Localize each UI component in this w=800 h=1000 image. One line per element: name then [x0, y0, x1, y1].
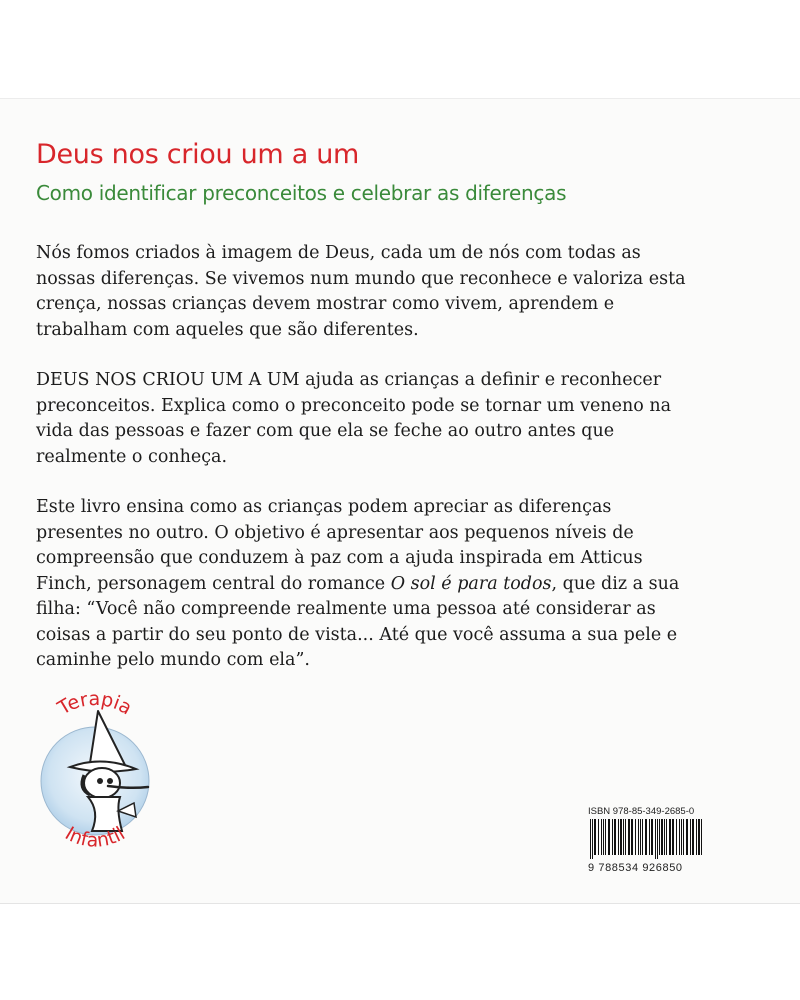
blurb-paragraph-3 [36, 495, 700, 674]
blurb-paragraph-1: Nós fomos criados à imagem de Deus, cada um de nós com todas as nossas diferenças. Se vivemos num mundo que reconhece e valoriza esta crença, nossas crianças devem mostrar como vivem, aprendem e trabalham com aqueles que são diferentes. [36, 243, 686, 340]
isbn-block [588, 806, 708, 874]
book-subtitle: Como identificar preconceitos e celebrar as diferenças [36, 181, 567, 205]
isbn-label: ISBN 978-85-349-2685-0 [588, 806, 695, 817]
blurb-paragraph-3-end: , que diz a sua filha: “Você não compreende realmente uma pessoa até considerar as coisas a partir do seu ponto de vista... Até que você assuma a sua pele e caminhe pelo mundo com ela”. [36, 573, 680, 670]
series-label-bottom: Infantil [61, 822, 129, 852]
novel-title: O sol é para todos [390, 573, 552, 594]
blurb [36, 241, 700, 699]
barcode-digits: 9 788534 926850 [588, 862, 683, 874]
barcode-icon [588, 819, 708, 859]
series-badge [30, 671, 160, 861]
book-title: Deus nos criou um a um [36, 139, 360, 170]
back-cover [0, 98, 800, 904]
gnome-reading-icon [41, 711, 149, 835]
blurb-paragraph-2: DEUS NOS CRIOU UM A UM ajuda as crianças a definir e reconhecer preconceitos. Explica como o preconceito pode se tornar um veneno na vida das pessoas e fazer com que ela se feche ao outro antes que realmente o conheça. [36, 370, 672, 467]
series-label-top: Terapia [54, 688, 136, 720]
blurb-paragraph-3-start: Este livro ensina como as crianças podem apreciar as diferenças presentes no outro. O objetivo é apresentar aos pequenos níveis de compreensão que conduzem à paz com a ajuda inspirada em Atticus Finch, personagem central do romance [36, 497, 643, 594]
